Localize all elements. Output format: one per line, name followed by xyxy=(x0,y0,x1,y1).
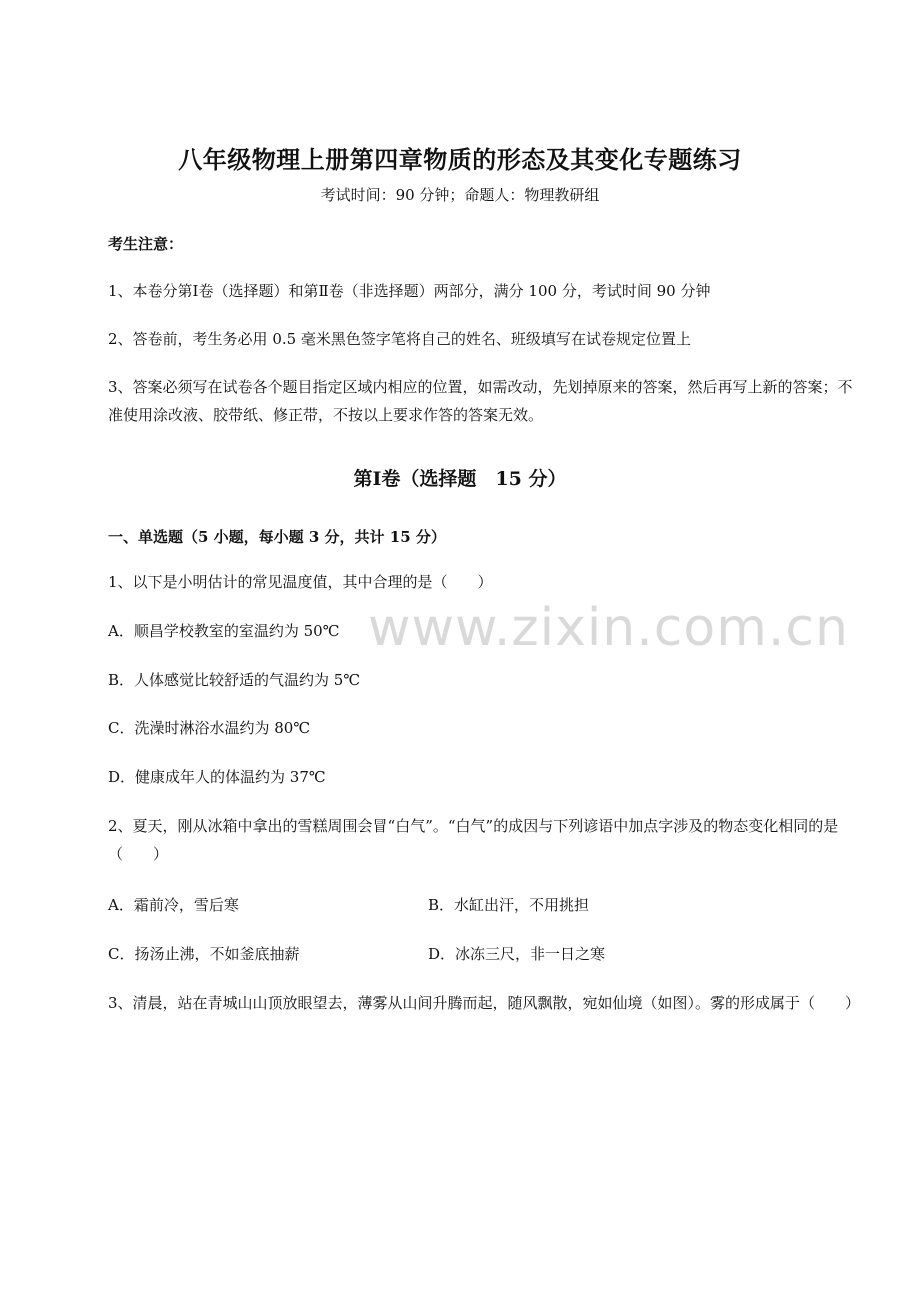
question-2-option-b: B．水缸出汗，不用挑担 xyxy=(428,896,590,914)
question-1-stem: 1、以下是小明估计的常见温度值，其中合理的是（ ） xyxy=(108,573,493,591)
question-1-option-b: B．人体感觉比较舒适的气温约为 5℃ xyxy=(108,671,361,689)
notice-heading: 考生注意： xyxy=(108,235,184,253)
notice-item-1: 1、本卷分第Ⅰ卷（选择题）和第Ⅱ卷（非选择题）两部分，满分 100 分，考试时间 90 分钟 xyxy=(108,282,711,300)
question-1-option-d: D．健康成年人的体温约为 37℃ xyxy=(108,768,326,786)
exam-info: 考试时间：90 分钟；命题人：物理教研组 xyxy=(320,186,600,204)
page-title: 八年级物理上册第四章物质的形态及其变化专题练习 xyxy=(178,145,742,174)
part-heading: 一、单选题（5 小题，每小题 3 分，共计 15 分） xyxy=(108,528,446,546)
notice-item-3: 3、答案必须写在试卷各个题目指定区域内相应的位置，如需改动，先划掉原来的答案，然后再写上新的答案；不准使用涂改液、胶带纸、修正带，不按以上要求作答的答案无效。 xyxy=(108,378,853,424)
question-2-option-d: D．冰冻三尺，非一日之寒 xyxy=(428,945,606,963)
watermark: www.zixin.com.cn xyxy=(368,598,849,658)
question-3-stem: 3、清晨，站在青城山山顶放眼望去，薄雾从山间升腾而起，随风飘散，宛如仙境（如图）。雾的形成属于（ ） xyxy=(108,994,861,1012)
notice-item-2: 2、答卷前，考生务必用 0.5 毫米黑色签字笔将自己的姓名、班级填写在试卷规定位置上 xyxy=(108,330,691,348)
question-1-option-a: A．顺昌学校教室的室温约为 50℃ xyxy=(108,622,340,640)
question-2-stem: 2、夏天，刚从冰箱中拿出的雪糕周围会冒“白气”。“白气”的成因与下列谚语中加点字涉及的物态变化相同的是（ ） xyxy=(108,817,839,863)
question-1-option-c: C．洗澡时淋浴水温约为 80℃ xyxy=(108,719,311,737)
section-title: 第Ⅰ卷（选择题 15 分） xyxy=(353,468,567,490)
question-2-option-c: C．扬汤止沸，不如釜底抽薪 xyxy=(108,945,300,963)
question-2-option-a: A．霜前冷，雪后寒 xyxy=(108,896,239,914)
